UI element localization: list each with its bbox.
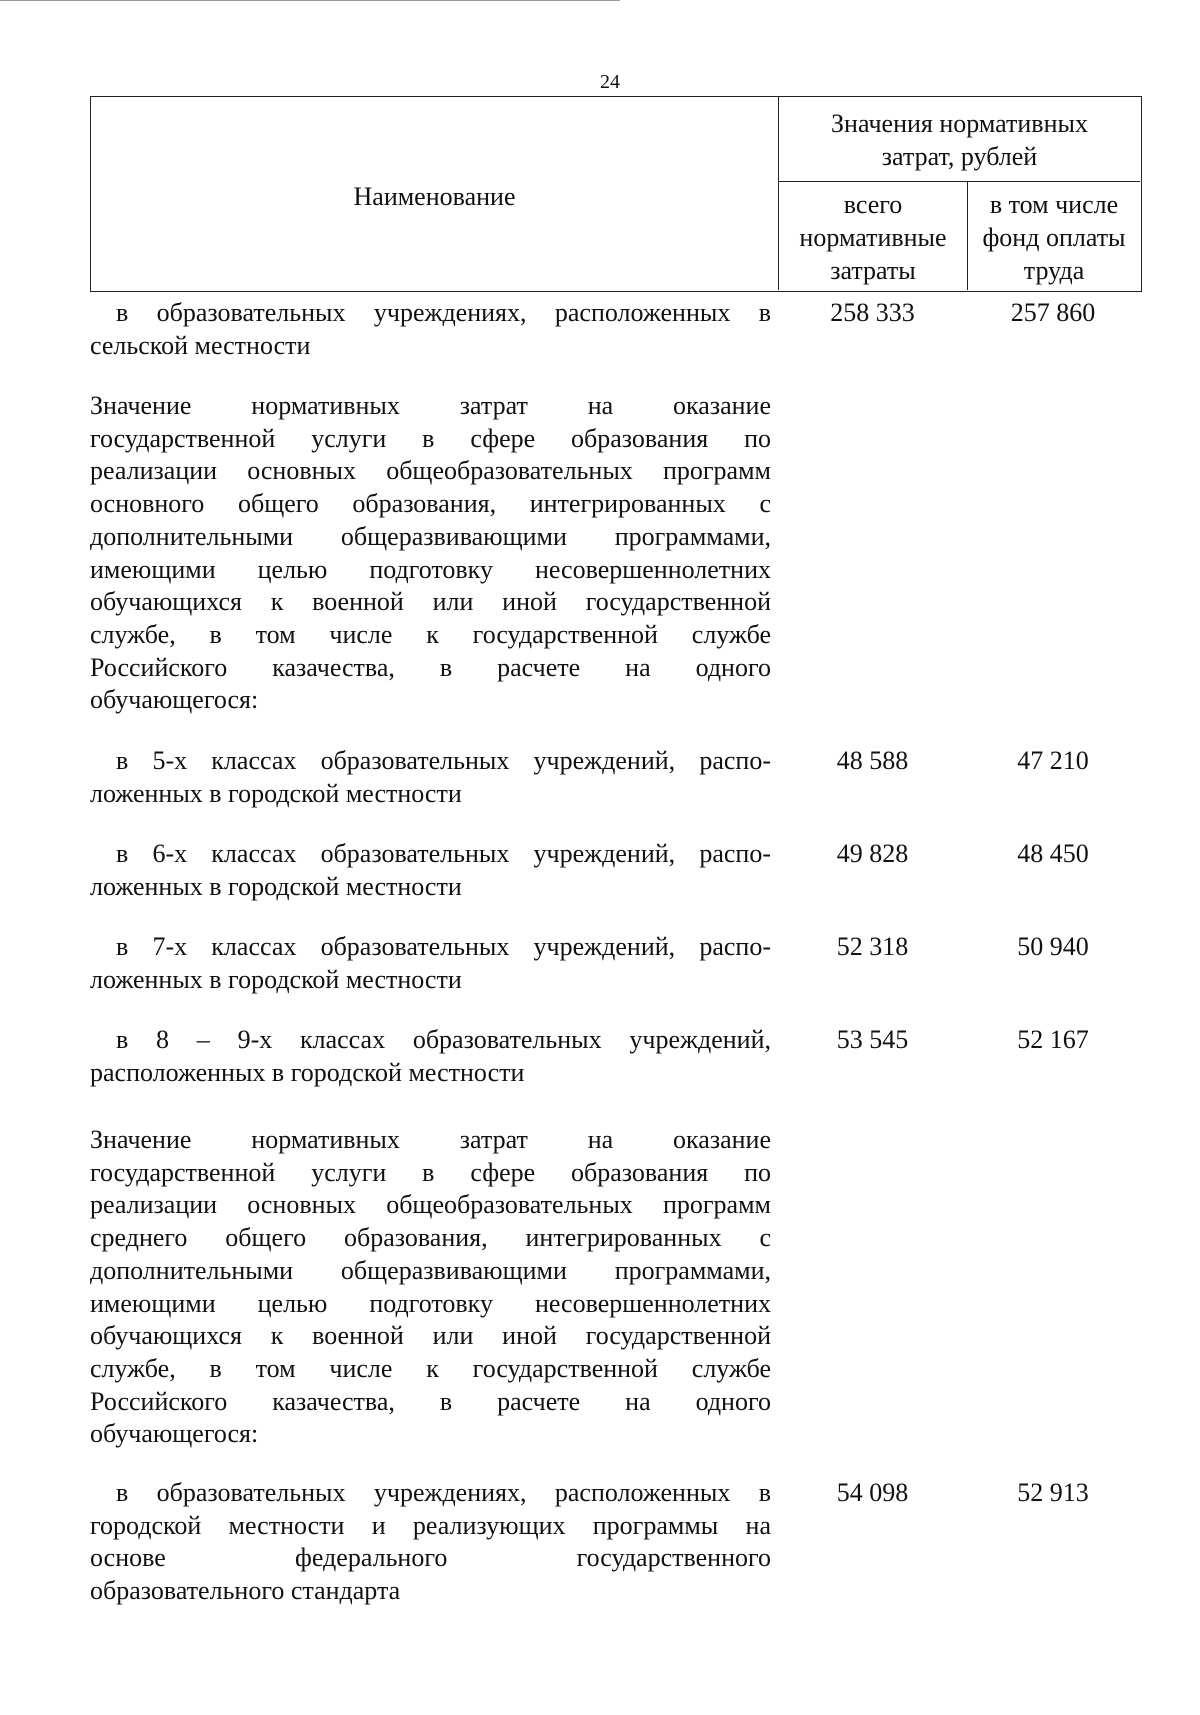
section-text-line: реализации основных общеобразовательных программ bbox=[90, 1190, 771, 1220]
section-text-line: реализации основных общеобразовательных программ bbox=[90, 456, 771, 486]
row-text-line: ложенных в городской местности bbox=[90, 871, 462, 901]
header-cost-group bbox=[779, 97, 1140, 182]
table-header bbox=[90, 96, 1142, 292]
page-number: 24 bbox=[600, 71, 620, 93]
header-wage-line-1: в том числе bbox=[989, 190, 1119, 219]
row-text-line: основе федерального государственного bbox=[90, 1543, 771, 1573]
row-text-line: в 7-х классах образовательных учреждений, распо- bbox=[116, 932, 771, 961]
section-text-line: Российского казачества, в расчете на одного bbox=[90, 652, 771, 682]
row-description bbox=[90, 1477, 771, 1608]
section-text-line: Значение нормативных затрат на оказание bbox=[90, 1125, 771, 1154]
section-text-line: обучающегося: bbox=[90, 685, 259, 715]
section-text-line: среднего общего образования, интегрированных с bbox=[90, 1223, 771, 1253]
section-text-line: основного общего образования, интегрированных с bbox=[90, 489, 771, 519]
row-wage-fund: 47 210 bbox=[1017, 746, 1089, 775]
row-description bbox=[90, 838, 771, 903]
header-wage-line-2: фонд оплаты bbox=[982, 223, 1126, 252]
header-total-line-3: затраты bbox=[830, 256, 916, 285]
header-name-label: Наименование bbox=[353, 182, 516, 211]
row-description bbox=[90, 297, 771, 362]
section-description bbox=[90, 1124, 771, 1451]
row-total-cost: 54 098 bbox=[836, 1478, 909, 1507]
section-text-line: обучающегося: bbox=[90, 1419, 259, 1449]
row-wage-fund: 52 913 bbox=[1017, 1478, 1089, 1507]
row-text-line: сельской местности bbox=[90, 330, 311, 360]
section-text-line: имеющими целью подготовку несовершеннолетних bbox=[90, 554, 771, 584]
section-text-line: Значение нормативных затрат на оказание bbox=[90, 391, 771, 420]
row-text-line: в образовательных учреждениях, расположенных в bbox=[116, 1478, 771, 1507]
header-wage-line-3: труда bbox=[1023, 256, 1085, 285]
header-total-column bbox=[779, 182, 968, 290]
section-description bbox=[90, 390, 771, 717]
section-text-line: обучающихся к военной или иной государственной bbox=[90, 587, 771, 617]
header-group-line-1: Значения нормативных bbox=[831, 109, 1088, 138]
header-group-line-2: затрат, рублей bbox=[881, 142, 1038, 171]
section-text-line: службе, в том числе к государственной службе bbox=[90, 619, 771, 649]
row-text-line: в 5-х классах образовательных учреждений, распо- bbox=[116, 746, 771, 775]
row-total-cost: 52 318 bbox=[836, 932, 909, 961]
row-description bbox=[90, 745, 771, 810]
section-text-line: государственной услуги в сфере образования по bbox=[90, 423, 771, 453]
row-description bbox=[90, 1024, 771, 1089]
row-text-line: городской местности и реализующих программы на bbox=[90, 1510, 771, 1540]
row-wage-fund: 257 860 bbox=[1010, 298, 1096, 327]
row-text-line: в образовательных учреждениях, расположенных в bbox=[116, 298, 771, 327]
row-text-line: ложенных в городской местности bbox=[90, 964, 462, 994]
row-total-cost: 258 333 bbox=[830, 298, 915, 327]
row-total-cost: 48 588 bbox=[836, 746, 909, 775]
header-wage-column bbox=[968, 182, 1140, 290]
row-wage-fund: 52 167 bbox=[1017, 1025, 1089, 1054]
row-text-line: ложенных в городской местности bbox=[90, 778, 462, 808]
section-text-line: имеющими целью подготовку несовершеннолетних bbox=[90, 1288, 771, 1318]
section-text-line: Российского казачества, в расчете на одного bbox=[90, 1386, 771, 1416]
section-text-line: дополнительными общеразвивающими программами, bbox=[90, 521, 771, 551]
header-total-line-1: всего bbox=[843, 190, 903, 219]
scan-edge-line bbox=[0, 0, 620, 1]
row-text-line: в 8 – 9-х классах образовательных учреждений, bbox=[116, 1025, 771, 1054]
row-description bbox=[90, 931, 771, 996]
header-total-line-2: нормативные bbox=[799, 223, 947, 252]
row-text-line: расположенных в городской местности bbox=[90, 1057, 525, 1087]
section-text-line: службе, в том числе к государственной службе bbox=[90, 1353, 771, 1383]
section-text-line: обучающихся к военной или иной государственной bbox=[90, 1321, 771, 1351]
header-name-column bbox=[91, 97, 779, 290]
row-text-line: в 6-х классах образовательных учреждений, распо- bbox=[116, 839, 771, 868]
section-text-line: государственной услуги в сфере образования по bbox=[90, 1157, 771, 1187]
row-text-line: образовательного стандарта bbox=[90, 1576, 401, 1606]
row-wage-fund: 48 450 bbox=[1017, 839, 1089, 868]
row-wage-fund: 50 940 bbox=[1017, 932, 1089, 961]
section-text-line: дополнительными общеразвивающими программами, bbox=[90, 1255, 771, 1285]
row-total-cost: 53 545 bbox=[836, 1025, 909, 1054]
row-total-cost: 49 828 bbox=[836, 839, 909, 868]
